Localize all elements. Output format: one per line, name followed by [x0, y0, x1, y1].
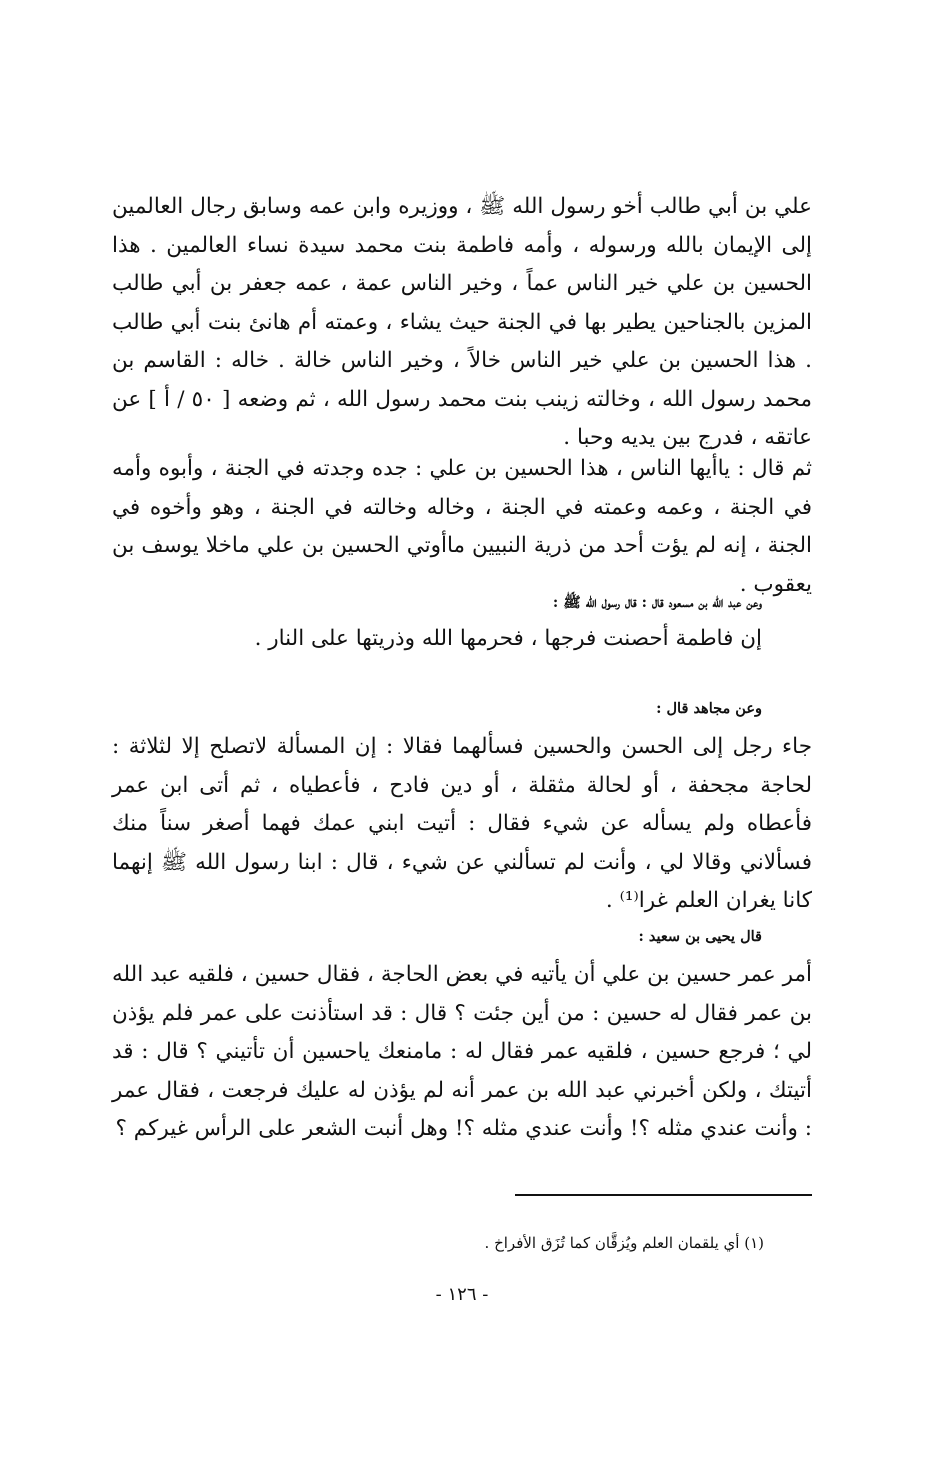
footnote: (١) أي يلقمان العلم ويُزقَّان كما تُزَق الأفراخ . — [484, 1234, 764, 1252]
paragraph-3: جاء رجل إلى الحسن والحسين فسألهما فقالا : إن المسألة لاتصلح إلا لثلاثة : لحاجة مجحفة ، أو لحالة مثقلة ، أو دين فادح ، فأعطياه ، ثم أتى ابن عمر فأعطاه ولم يسأله عن شيء فقال : أتيت ابني عمك فهما أصغر سناً منك فسألاني وقالا لي ، وأنت لم تسألني عن شيء ، قال : ابنا رسول الله ﷺ إنهما كانا يغران العلم غرا⁽¹⁾ . — [112, 734, 813, 913]
hadith-quote: إن فاطمة أحصنت فرجها ، فحرمها الله وذريتها على النار . — [254, 626, 762, 651]
section-heading-mujahid: وعن مجاهد قال : — [656, 700, 762, 717]
footnote-divider — [515, 1194, 812, 1196]
paragraph-4: أمر عمر حسين بن علي أن يأتيه في بعض الحاجة ، فقال حسين ، فلقيه عبد الله بن عمر فقال له حسين : من أين جئت ؟ قال : قد استأذنت على عمر فلم يؤذن لي ؛ فرجع حسين ، فلقيه عمر فقال له : مامنعك ياحسين أن تأتيني ؟ قال : قد أتيتك ، ولكن أخبرني عبد الله بن عمر أنه لم يؤذن له عليك فرجعت ، فقال عمر : وأنت عندي مثله ؟! وأنت عندي مثله ؟! وهل أنبت الشعر على الرأس غيركم ؟ — [112, 962, 812, 1141]
paragraph-2: ثم قال : ياأيها الناس ، هذا الحسين بن علي : جده وجدته في الجنة ، وأبوه وأمه في الجنة ، وعمه وعمته في الجنة ، وخاله وخالته في الجنة ، وهو وأخوه في الجنة ، إنه لم يؤت أحد من ذرية النبيين ماأوتي الحسين بن علي ماخلا يوسف بن يعقوب . — [112, 456, 812, 597]
page-number: - ١٢٦ - — [435, 1284, 489, 1305]
section-heading-yahya: قال يحيى بن سعيد : — [638, 928, 762, 945]
paragraph-1: علي بن أبي طالب أخو رسول الله ﷺ ، ووزيره وابن عمه وسابق رجال العالمين إلى الإيمان بالله ورسوله ، وأمه فاطمة بنت محمد سيدة نساء العالمين . هذا الحسين بن علي خير الناس عماً ، وخير الناس عمة ، عمه جعفر بن أبي طالب المزين بالجناحين يطير بها في الجنة حيث يشاء ، وعمته أم هانئ بنت أبي طالب . هذا الحسين بن علي خير الناس خالاً ، وخير الناس خالة . خاله : القاسم بن محمد رسول الله ، وخالته زينب بنت محمد رسول الله ، ثم وضعه [ ٥٠ / أ ] عن عاتقه ، فدرج بين يديه وحبا . — [112, 194, 812, 450]
section-heading-ibn-masud: وعن عبد الله بن مسعود قال : قال رسول الله ﷺ : — [552, 594, 762, 611]
